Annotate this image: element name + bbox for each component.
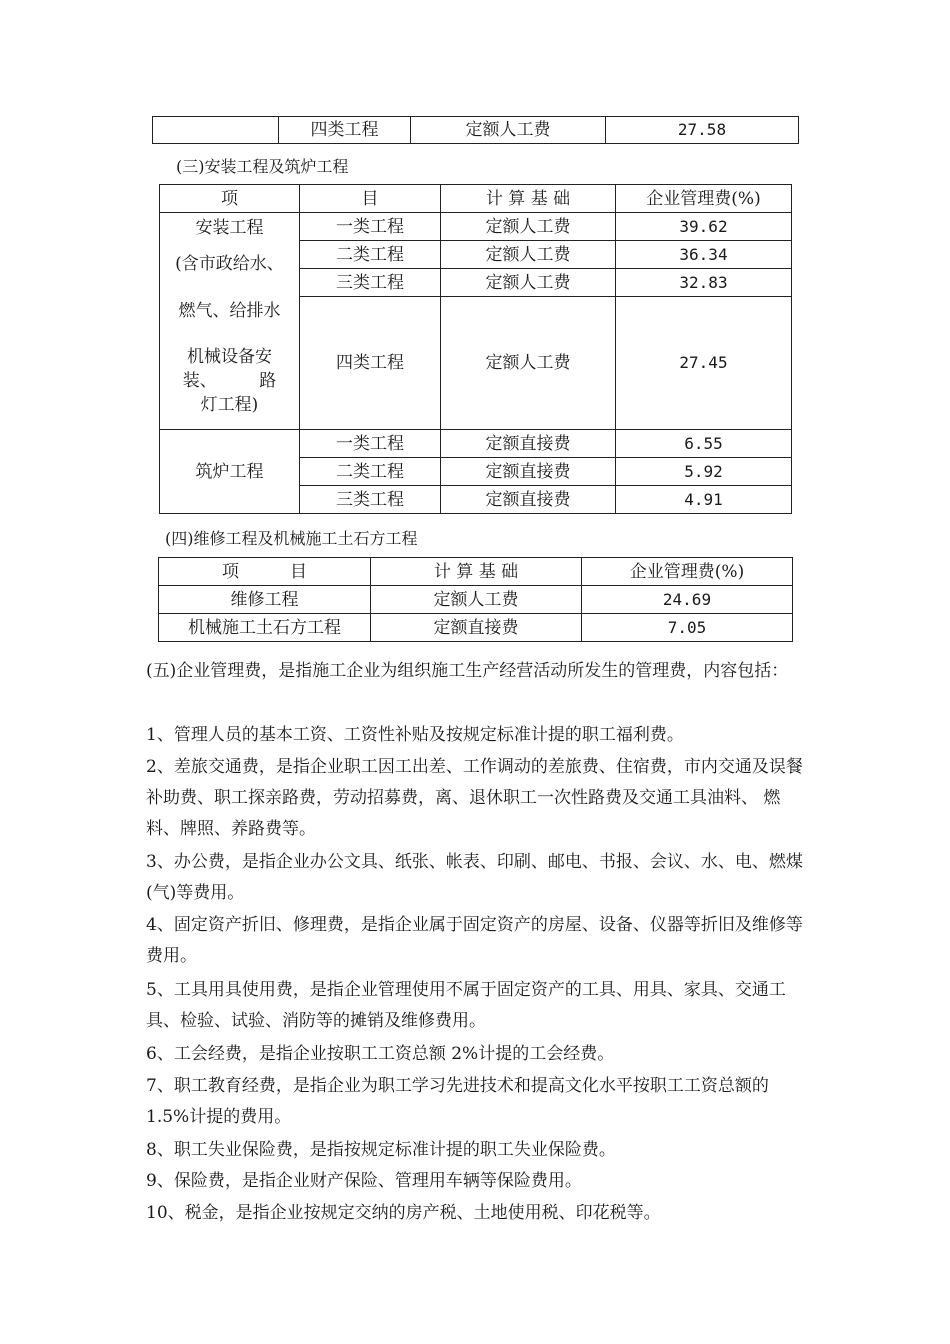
group-furnace: 筑炉工程 <box>160 430 300 514</box>
table-install-furnace <box>159 184 792 514</box>
furnace-row-2-category: 二类工程 <box>300 458 441 486</box>
group-install-line-6: 灯工程) <box>200 395 259 415</box>
maint-row-1-rate: 24.69 <box>582 586 793 614</box>
header-item: 项 目 <box>159 558 371 586</box>
install-row-1-basis: 定额人工费 <box>441 213 616 241</box>
paragraph-item-2: 2、差旅交通费，是指企业职工因工出差、工作调动的差旅费、住宿费，市内交通及误餐补助费、职工探亲路费，劳动招募费，离、退休职工一次性路费及交通工具油料、 燃料、牌照、养路费等。 <box>146 757 803 839</box>
header-rate: 企业管理费(%) <box>582 558 793 586</box>
install-row-2-basis: 定额人工费 <box>441 241 616 269</box>
header-basis: 计 算 基 础 <box>441 185 616 213</box>
section4-caption: (四)维修工程及机械施工土石方工程 <box>165 529 418 548</box>
install-row-3-rate: 32.83 <box>616 269 792 297</box>
header-rate: 企业管理费(%) <box>616 185 792 213</box>
paragraph-item-3: 3、办公费，是指企业办公文具、纸张、帐表、印刷、邮电、书报、会议、水、电、燃煤(气)等费用。 <box>146 852 803 903</box>
furnace-row-3-category: 三类工程 <box>300 486 441 514</box>
furnace-row-3-rate: 4.91 <box>616 486 792 514</box>
furnace-row-2-basis: 定额直接费 <box>441 458 616 486</box>
paragraph-item-6: 6、工会经费，是指企业按职工工资总额 2%计提的工会经费。 <box>146 1044 615 1064</box>
paragraph-item-1: 1、管理人员的基本工资、工资性补贴及按规定标准计提的职工福利费。 <box>146 725 684 745</box>
furnace-row-1-rate: 6.55 <box>616 430 792 458</box>
header-item-right: 目 <box>300 185 441 213</box>
furnace-row-3-basis: 定额直接费 <box>441 486 616 514</box>
header-item-left: 项 <box>160 185 300 213</box>
paragraph-intro: (五)企业管理费，是指施工企业为组织施工生产经营活动所发生的管理费，内容包括： <box>146 661 789 681</box>
maint-row-2-item: 机械施工土石方工程 <box>159 614 371 642</box>
maint-row-2-rate: 7.05 <box>582 614 793 642</box>
install-row-3-category: 三类工程 <box>300 269 441 297</box>
cell-rate: 27.58 <box>606 117 799 144</box>
install-row-4-category: 四类工程 <box>300 297 441 430</box>
group-install-line-1: 安装工程 <box>195 218 264 238</box>
group-install-line-3: 燃气、给排水 <box>178 301 281 321</box>
group-install <box>160 213 300 430</box>
header-basis: 计 算 基 础 <box>371 558 582 586</box>
furnace-row-1-category: 一类工程 <box>300 430 441 458</box>
furnace-row-2-rate: 5.92 <box>616 458 792 486</box>
install-row-2-category: 二类工程 <box>300 241 441 269</box>
group-install-line-4: 机械设备安 <box>187 347 272 367</box>
paragraph-item-9: 9、保险费，是指企业财产保险、管理用车辆等保险费用。 <box>146 1171 582 1191</box>
furnace-row-1-basis: 定额直接费 <box>441 430 616 458</box>
maint-row-2-basis: 定额直接费 <box>371 614 582 642</box>
section3-caption: (三)安装工程及筑炉工程 <box>176 157 349 176</box>
cell-category: 四类工程 <box>279 117 411 144</box>
install-row-1-rate: 39.62 <box>616 213 792 241</box>
paragraph-item-10: 10、税金，是指企业按规定交纳的房产税、土地使用税、印花税等。 <box>146 1203 661 1223</box>
install-row-4-rate: 27.45 <box>616 297 792 430</box>
paragraph-item-5: 5、工具用具使用费，是指企业管理使用不属于固定资产的工具、用具、家具、交通工具、检验、试验、消防等的摊销及维修费用。 <box>146 980 786 1031</box>
paragraph-item-4: 4、固定资产折旧、修理费，是指企业属于固定资产的房屋、设备、仪器等折旧及维修等费用。 <box>146 915 803 966</box>
maint-row-1-item: 维修工程 <box>159 586 371 614</box>
group-install-line-5: 装、 路 <box>182 371 277 391</box>
maint-row-1-basis: 定额人工费 <box>371 586 582 614</box>
group-install-line-2: (含市政给水、 <box>175 254 284 274</box>
paragraph-item-8: 8、职工失业保险费，是指按规定标准计提的职工失业保险费。 <box>146 1140 616 1160</box>
install-row-3-basis: 定额人工费 <box>441 269 616 297</box>
paragraph-item-7: 7、职工教育经费，是指企业为职工学习先进技术和提高文化水平按职工工资总额的 1.5%计提的费用。 <box>146 1076 769 1127</box>
install-row-1-category: 一类工程 <box>300 213 441 241</box>
table-top-partial <box>152 116 799 144</box>
cell-empty <box>153 117 279 144</box>
cell-basis: 定额人工费 <box>411 117 606 144</box>
table-maintenance-earthwork <box>158 557 793 642</box>
install-row-2-rate: 36.34 <box>616 241 792 269</box>
install-row-4-basis: 定额人工费 <box>441 297 616 430</box>
